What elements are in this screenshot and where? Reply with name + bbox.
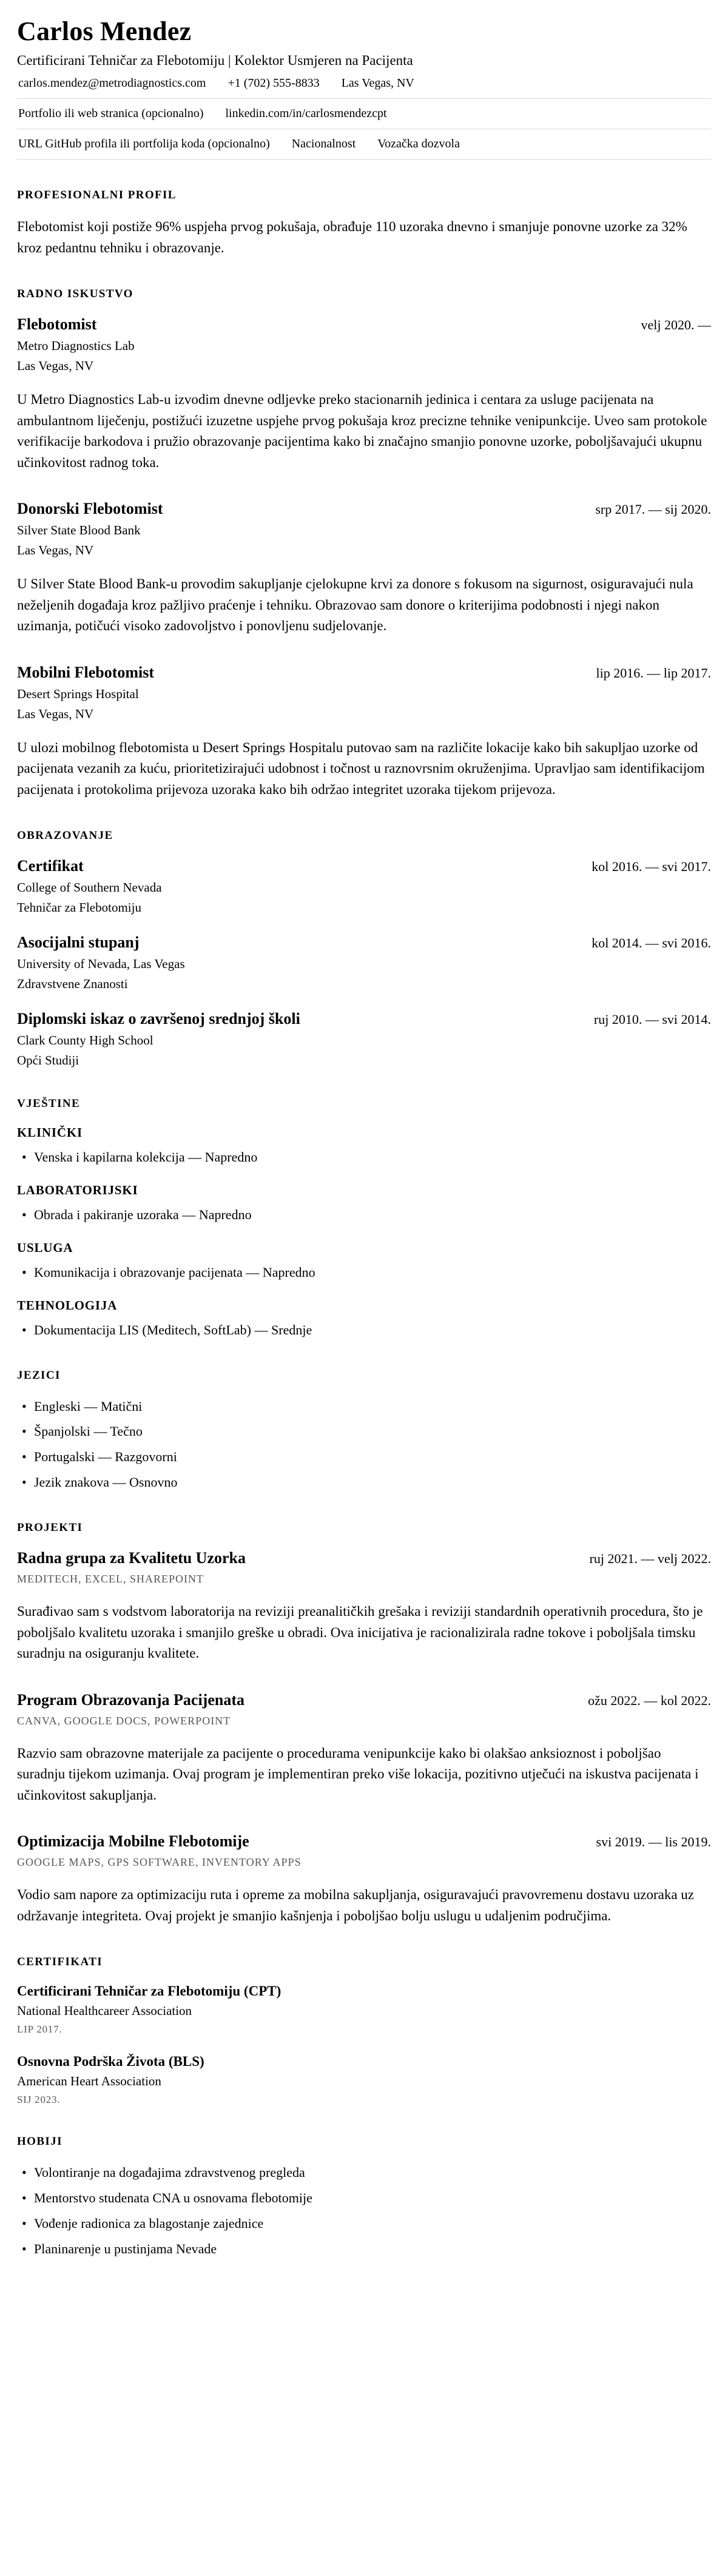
skill-item: • Obrada i pakiranje uzoraka — Napredno <box>17 1205 711 1225</box>
job-location: Las Vegas, NV <box>17 543 94 557</box>
education-entry <box>17 933 711 992</box>
project-header <box>17 1832 711 1851</box>
job-dates: lip 2016. — lip 2017. <box>596 665 711 681</box>
job-header <box>17 500 711 518</box>
certification-name: Certificirani Tehničar za Flebotomiju (CPT) <box>17 1983 281 1999</box>
education-header <box>17 1010 711 1028</box>
language-item: • Španjolski — Tečno <box>17 1422 711 1441</box>
job-description: U Silver State Blood Bank-u provodim sakupljanje cjelokupne krvi za donore s fokusom na sigurnost, osiguravajući nula neželjenih događaja kroz pažljivo praćenje i tehniku. Obrazovao sam donore o kriterijima podobnosti i njegi nakon uzimanja, potičući visoko zadovoljstvo i ponovljenu sudjelovanje. <box>17 576 693 633</box>
project-dates: ruj 2021. — velj 2022. <box>589 1551 711 1567</box>
hobby-item: • Vođenje radionica za blagostanje zajednice <box>17 2214 711 2233</box>
hobby-item: • Volontiranje na događajima zdravstvenog pregleda <box>17 2163 711 2182</box>
resume-header <box>17 16 711 160</box>
project-title: Program Obrazovanja Pacijenata <box>17 1690 244 1709</box>
project-dates: ožu 2022. — kol 2022. <box>588 1692 711 1708</box>
project-description: Surađivao sam s vodstvom laboratorija na reviziji preanalitičkih grešaka i reviziji standardnih operativnih procedura, što je poboljšalo kvalitetu uzoraka i smanjilo greške u obradi. Ova inicijativa je racionalizirala radne tokove i poboljšala timsku suradnju na osiguranju kvalitete. <box>17 1604 703 1661</box>
project-description: Razvio sam obrazovne materijale za pacijente o procedurama venipunkcije kako bi olakšao anksioznost i poboljšao suradnju tijekom uzimanja. Ovaj program je implementiran preko više lokacija, pozitivno utječući na iskustva pacijenata i učinkovitost sakupljanja. <box>17 1745 699 1803</box>
job-entry <box>17 500 711 637</box>
field-of-study: Zdravstvene Znanosti <box>17 977 128 991</box>
education-entry <box>17 1010 711 1068</box>
profile-summary: Flebotomist koji postiže 96% uspjeha prvog pokušaja, obrađuje 110 uzoraka dnevno i smanjuje ponovne uzorke za 32% kroz pedantnu tehniku i obrazovanje. <box>17 219 687 255</box>
certification-entry <box>17 2054 711 2106</box>
skill-group <box>17 1298 711 1340</box>
school-name: Clark County High School <box>17 1033 153 1048</box>
education-dates: kol 2016. — svi 2017. <box>592 859 711 874</box>
project-tools: CANVA, GOOGLE DOCS, POWERPOINT <box>17 1714 231 1727</box>
project-entry <box>17 1549 711 1664</box>
contact-row-extra <box>17 129 711 160</box>
section-title: VJEŠTINE <box>17 1097 81 1110</box>
section-projects <box>17 1521 711 1926</box>
project-tools: MEDITECH, EXCEL, SHAREPOINT <box>17 1573 204 1586</box>
job-header <box>17 315 711 334</box>
candidate-name: Carlos Mendez <box>17 16 192 46</box>
section-experience <box>17 288 711 800</box>
education-header <box>17 857 711 875</box>
education-dates: kol 2014. — svi 2016. <box>592 935 711 950</box>
project-description: Vodio sam napore za optimizaciju ruta i opreme za mobilna sakupljanja, osiguravajući pravovremenu dostavu uzoraka uz održavanje integriteta. Ovaj projekt je smanjio kašnjenja i poboljšao bolju uslugu u udaljenim područjima. <box>17 1887 694 1923</box>
skill-group <box>17 1125 711 1167</box>
job-dates: velj 2020. — <box>641 317 711 332</box>
section-skills <box>17 1097 711 1340</box>
section-education <box>17 829 711 1068</box>
project-entry <box>17 1691 711 1806</box>
project-header <box>17 1549 711 1567</box>
section-title: PROFESIONALNI PROFIL <box>17 189 177 201</box>
section-title: PROJEKTI <box>17 1521 83 1535</box>
section-title: HOBIJI <box>17 2135 62 2148</box>
project-tools: GOOGLE MAPS, GPS SOFTWARE, INVENTORY APPS <box>17 1856 302 1869</box>
linkedin-link[interactable]: linkedin.com/in/carlosmendezcpt <box>225 107 387 120</box>
field-of-study: Opći Studiji <box>17 1053 79 1068</box>
github-placeholder: URL GitHub profila ili portfolija koda (opcionalno) <box>18 137 270 150</box>
certification-issuer: American Heart Association <box>17 2074 161 2089</box>
skill-category: TEHNOLOGIJA <box>17 1297 118 1313</box>
job-title: Flebotomist <box>17 315 97 333</box>
location-text: Las Vegas, NV <box>341 76 414 90</box>
job-description: U Metro Diagnostics Lab-u izvodim dnevne odljevke preko stacionarnih jedinica i centara za usluge pacijenata na ambulantnom liječenju, postižući izuzetne uspjehe prvog pokušaja kroz precizne tehnike venipunkcije. Uveo sam protokole verifikacije barkodova i pružio obrazovanje pacijentima kako bi značajno smanjio ponovne uzorke, poboljšavajući ukupnu učinkovitost radnog toka. <box>17 392 707 470</box>
education-header <box>17 933 711 952</box>
certification-name: Osnovna Podrška Života (BLS) <box>17 2054 204 2070</box>
degree-title: Asocijalni stupanj <box>17 933 140 951</box>
section-title: OBRAZOVANJE <box>17 829 113 842</box>
job-entry <box>17 315 711 473</box>
skill-group <box>17 1183 711 1225</box>
degree-title: Diplomski iskaz o završenoj srednjoj školi <box>17 1010 300 1027</box>
skill-category: LABORATORIJSKI <box>17 1182 138 1197</box>
skill-item: • Venska i kapilarna kolekcija — Napredno <box>17 1148 711 1167</box>
certification-issuer: National Healthcareer Association <box>17 2003 192 2019</box>
school-name: College of Southern Nevada <box>17 880 162 895</box>
hobby-item: • Planinarenje u pustinjama Nevade <box>17 2239 711 2259</box>
skill-item: • Dokumentacija LIS (Meditech, SoftLab) — Srednje <box>17 1320 711 1340</box>
job-description: U ulozi mobilnog flebotomista u Desert Springs Hospitalu putovao sam na različite lokacije kako bih sakupljao uzorke od pacijenata vezanih za kuću, prioritetizirajući udobnost i točnost u raznovrsnim okruženjima. Upravljao sam identifikacijom pacijenata i protokolima prijevoza uzoraka kako bih održao integritet uzoraka tijekom prijevoza. <box>17 739 705 797</box>
school-name: University of Nevada, Las Vegas <box>17 957 185 971</box>
job-header <box>17 664 711 682</box>
license-text: Vozačka dozvola <box>377 137 460 150</box>
job-company: Silver State Blood Bank <box>17 523 141 537</box>
job-location: Las Vegas, NV <box>17 706 94 721</box>
certification-entry <box>17 1983 711 2036</box>
skill-group <box>17 1240 711 1282</box>
field-of-study: Tehničar za Flebotomiju <box>17 900 141 915</box>
skill-category: KLINIČKI <box>17 1125 83 1140</box>
education-entry <box>17 857 711 915</box>
job-title: Mobilni Flebotomist <box>17 663 155 681</box>
email-link[interactable]: carlos.mendez@metrodiagnostics.com <box>18 76 206 90</box>
section-title: CERTIFIKATI <box>17 1956 103 1969</box>
degree-title: Certifikat <box>17 857 84 875</box>
job-location: Las Vegas, NV <box>17 358 94 373</box>
portfolio-placeholder: Portfolio ili web stranica (opcionalno) <box>18 107 204 120</box>
section-certifications <box>17 1956 711 2106</box>
nationality-text: Nacionalnost <box>291 137 356 150</box>
job-company: Metro Diagnostics Lab <box>17 338 135 353</box>
skill-category: USLUGA <box>17 1240 73 1255</box>
contact-row-links <box>17 99 711 129</box>
contact-row-primary <box>17 69 711 99</box>
skill-item: • Komunikacija i obrazovanje pacijenata — Napredno <box>17 1263 711 1282</box>
project-title: Radna grupa za Kvalitetu Uzorka <box>17 1549 246 1567</box>
section-title: JEZICI <box>17 1368 61 1382</box>
education-dates: ruj 2010. — svi 2014. <box>593 1012 711 1027</box>
phone-number: +1 (702) 555-8833 <box>228 76 320 90</box>
language-item: • Jezik znakova — Osnovno <box>17 1473 711 1492</box>
job-entry <box>17 664 711 801</box>
project-header <box>17 1691 711 1709</box>
section-languages <box>17 1369 711 1493</box>
job-company: Desert Springs Hospital <box>17 686 139 701</box>
section-profile <box>17 189 711 258</box>
certification-date: LIP 2017. <box>17 2023 62 2036</box>
project-entry <box>17 1832 711 1926</box>
section-title: RADNO ISKUSTVO <box>17 288 133 300</box>
language-item: • Portugalski — Razgovorni <box>17 1447 711 1467</box>
hobby-item: • Mentorstvo studenata CNA u osnovama flebotomije <box>17 2188 711 2208</box>
section-hobbies <box>17 2135 711 2259</box>
language-item: • Engleski — Matični <box>17 1397 711 1416</box>
job-dates: srp 2017. — sij 2020. <box>595 502 711 517</box>
job-title: Donorski Flebotomist <box>17 500 163 517</box>
project-title: Optimizacija Mobilne Flebotomije <box>17 1832 249 1851</box>
project-dates: svi 2019. — lis 2019. <box>596 1834 711 1850</box>
certification-date: SIJ 2023. <box>17 2094 61 2106</box>
candidate-headline: Certificirani Tehničar za Flebotomiju | Kolektor Usmjeren na Pacijenta <box>17 53 413 68</box>
